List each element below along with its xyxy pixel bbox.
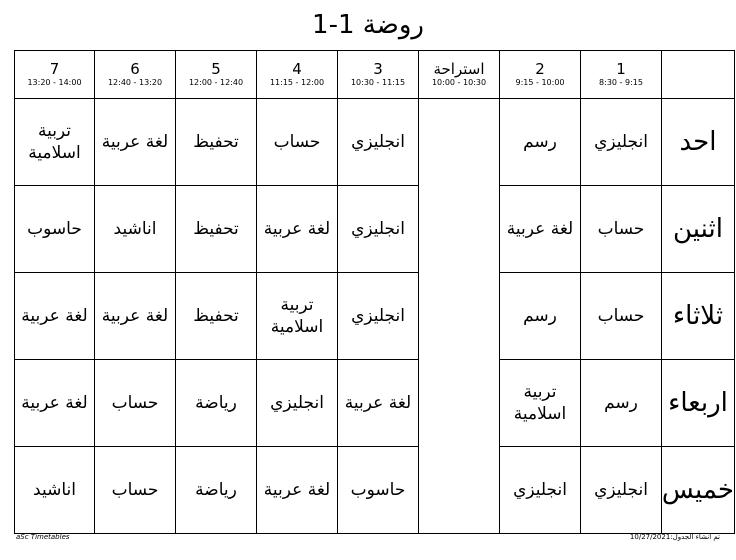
period-number: 7 <box>49 60 60 78</box>
subject-label: انجليزي <box>351 132 405 152</box>
subject-cell <box>500 186 581 273</box>
break-cell <box>419 447 500 534</box>
footer-generated-date: تم انشاء الجدول:10/27/2021 <box>629 533 720 541</box>
subject-cell <box>176 99 257 186</box>
subject-cell <box>581 186 662 273</box>
subject-label: اناشيد <box>33 480 76 500</box>
break-cell <box>419 186 500 273</box>
subject-cell <box>581 360 662 447</box>
subject-label: حاسوب <box>350 480 406 500</box>
subject-cell <box>257 186 338 273</box>
break-cell <box>419 99 500 186</box>
subject-cell <box>500 360 581 447</box>
subject-label: لغة عربية <box>101 306 169 326</box>
subject-label: انجليزي <box>351 219 405 239</box>
subject-label: تربية اسلامية <box>513 382 567 424</box>
day-row <box>15 99 735 186</box>
subject-cell <box>257 273 338 360</box>
subject-cell <box>95 447 176 534</box>
subject-label: تحفيظ <box>193 306 239 326</box>
period-time: 13:20 - 14:00 <box>27 78 82 87</box>
period-header <box>257 51 338 99</box>
subject-cell <box>500 99 581 186</box>
subject-label: لغة عربية <box>263 219 331 239</box>
period-number: 3 <box>373 60 383 78</box>
subject-label: انجليزي <box>351 306 405 326</box>
subject-label: لغة عربية <box>21 393 88 413</box>
subject-label: رسم <box>523 132 557 152</box>
period-header <box>500 51 581 99</box>
subject-cell <box>581 447 662 534</box>
day-label: اربعاء <box>662 360 735 447</box>
subject-label: رياضة <box>195 393 237 413</box>
subject-cell <box>176 273 257 360</box>
break-cell <box>419 360 500 447</box>
day-label: اثنين <box>662 186 735 273</box>
page-title: روضة 1-1 <box>312 10 424 40</box>
day-label: احد <box>662 99 735 186</box>
period-number: استراحة <box>433 60 485 78</box>
subject-cell <box>338 447 419 534</box>
period-header <box>15 51 95 99</box>
subject-label: حساب <box>597 219 645 239</box>
subject-cell <box>338 273 419 360</box>
subject-cell <box>95 273 176 360</box>
subject-label: لغة عربية <box>21 306 88 326</box>
subject-label: لغة عربية <box>506 219 574 239</box>
subject-cell <box>95 186 176 273</box>
subject-label: انجليزي <box>594 480 648 500</box>
day-label: خميس <box>662 447 735 534</box>
subject-cell <box>581 99 662 186</box>
subject-cell <box>176 447 257 534</box>
subject-label: تحفيظ <box>193 219 239 239</box>
subject-label: حساب <box>273 132 321 152</box>
subject-label: حاسوب <box>27 219 82 239</box>
period-time: 12:00 - 12:40 <box>188 78 244 87</box>
subject-label: اناشيد <box>113 219 157 239</box>
subject-cell <box>338 99 419 186</box>
subject-cell <box>95 360 176 447</box>
period-number: 5 <box>211 60 221 78</box>
timetable <box>14 50 735 534</box>
period-header <box>95 51 176 99</box>
day-row <box>15 273 735 360</box>
subject-cell <box>500 273 581 360</box>
subject-label: انجليزي <box>513 480 567 500</box>
subject-cell <box>176 360 257 447</box>
corner-cell <box>662 51 735 99</box>
subject-cell <box>15 186 95 273</box>
subject-cell <box>338 186 419 273</box>
subject-cell <box>15 360 95 447</box>
period-header <box>419 51 500 99</box>
period-time: 10:30 - 11:15 <box>350 78 406 87</box>
subject-cell <box>338 360 419 447</box>
subject-label: حساب <box>597 306 645 326</box>
period-time: 9:15 - 10:00 <box>515 78 565 87</box>
footer-brand: aSc Timetables <box>16 533 70 541</box>
period-header <box>581 51 662 99</box>
subject-label: تحفيظ <box>193 132 239 152</box>
day-row <box>15 447 735 534</box>
period-number: 1 <box>616 60 626 78</box>
subject-label: انجليزي <box>270 393 324 413</box>
day-label: ثلاثاء <box>662 273 735 360</box>
subject-cell <box>15 99 95 186</box>
subject-cell <box>257 360 338 447</box>
period-number: 6 <box>130 60 140 78</box>
day-row <box>15 360 735 447</box>
subject-cell <box>15 447 95 534</box>
subject-label: لغة عربية <box>263 480 331 500</box>
period-number: 4 <box>292 60 302 78</box>
break-cell <box>419 273 500 360</box>
subject-cell <box>15 273 95 360</box>
subject-label: رسم <box>523 306 557 326</box>
subject-label: حساب <box>111 393 159 413</box>
period-number: 2 <box>535 60 545 78</box>
subject-label: لغة عربية <box>344 393 412 413</box>
header-row <box>15 51 735 99</box>
subject-cell <box>257 99 338 186</box>
period-time: 11:15 - 12:00 <box>269 78 325 87</box>
subject-cell <box>581 273 662 360</box>
subject-cell <box>176 186 257 273</box>
period-header <box>176 51 257 99</box>
subject-label: حساب <box>111 480 159 500</box>
period-time: 8:30 - 9:15 <box>599 78 643 87</box>
subject-label: رياضة <box>195 480 237 500</box>
day-row <box>15 186 735 273</box>
subject-label: انجليزي <box>594 132 648 152</box>
subject-cell <box>95 99 176 186</box>
subject-cell <box>500 447 581 534</box>
period-time: 12:40 - 13:20 <box>107 78 163 87</box>
subject-label: لغة عربية <box>101 132 169 152</box>
period-header <box>338 51 419 99</box>
period-time: 10:00 - 10:30 <box>431 78 487 87</box>
subject-label: رسم <box>604 393 638 413</box>
subject-label: تربية اسلامية <box>270 295 324 337</box>
subject-cell <box>257 447 338 534</box>
subject-label: تربية اسلامية <box>28 121 81 163</box>
